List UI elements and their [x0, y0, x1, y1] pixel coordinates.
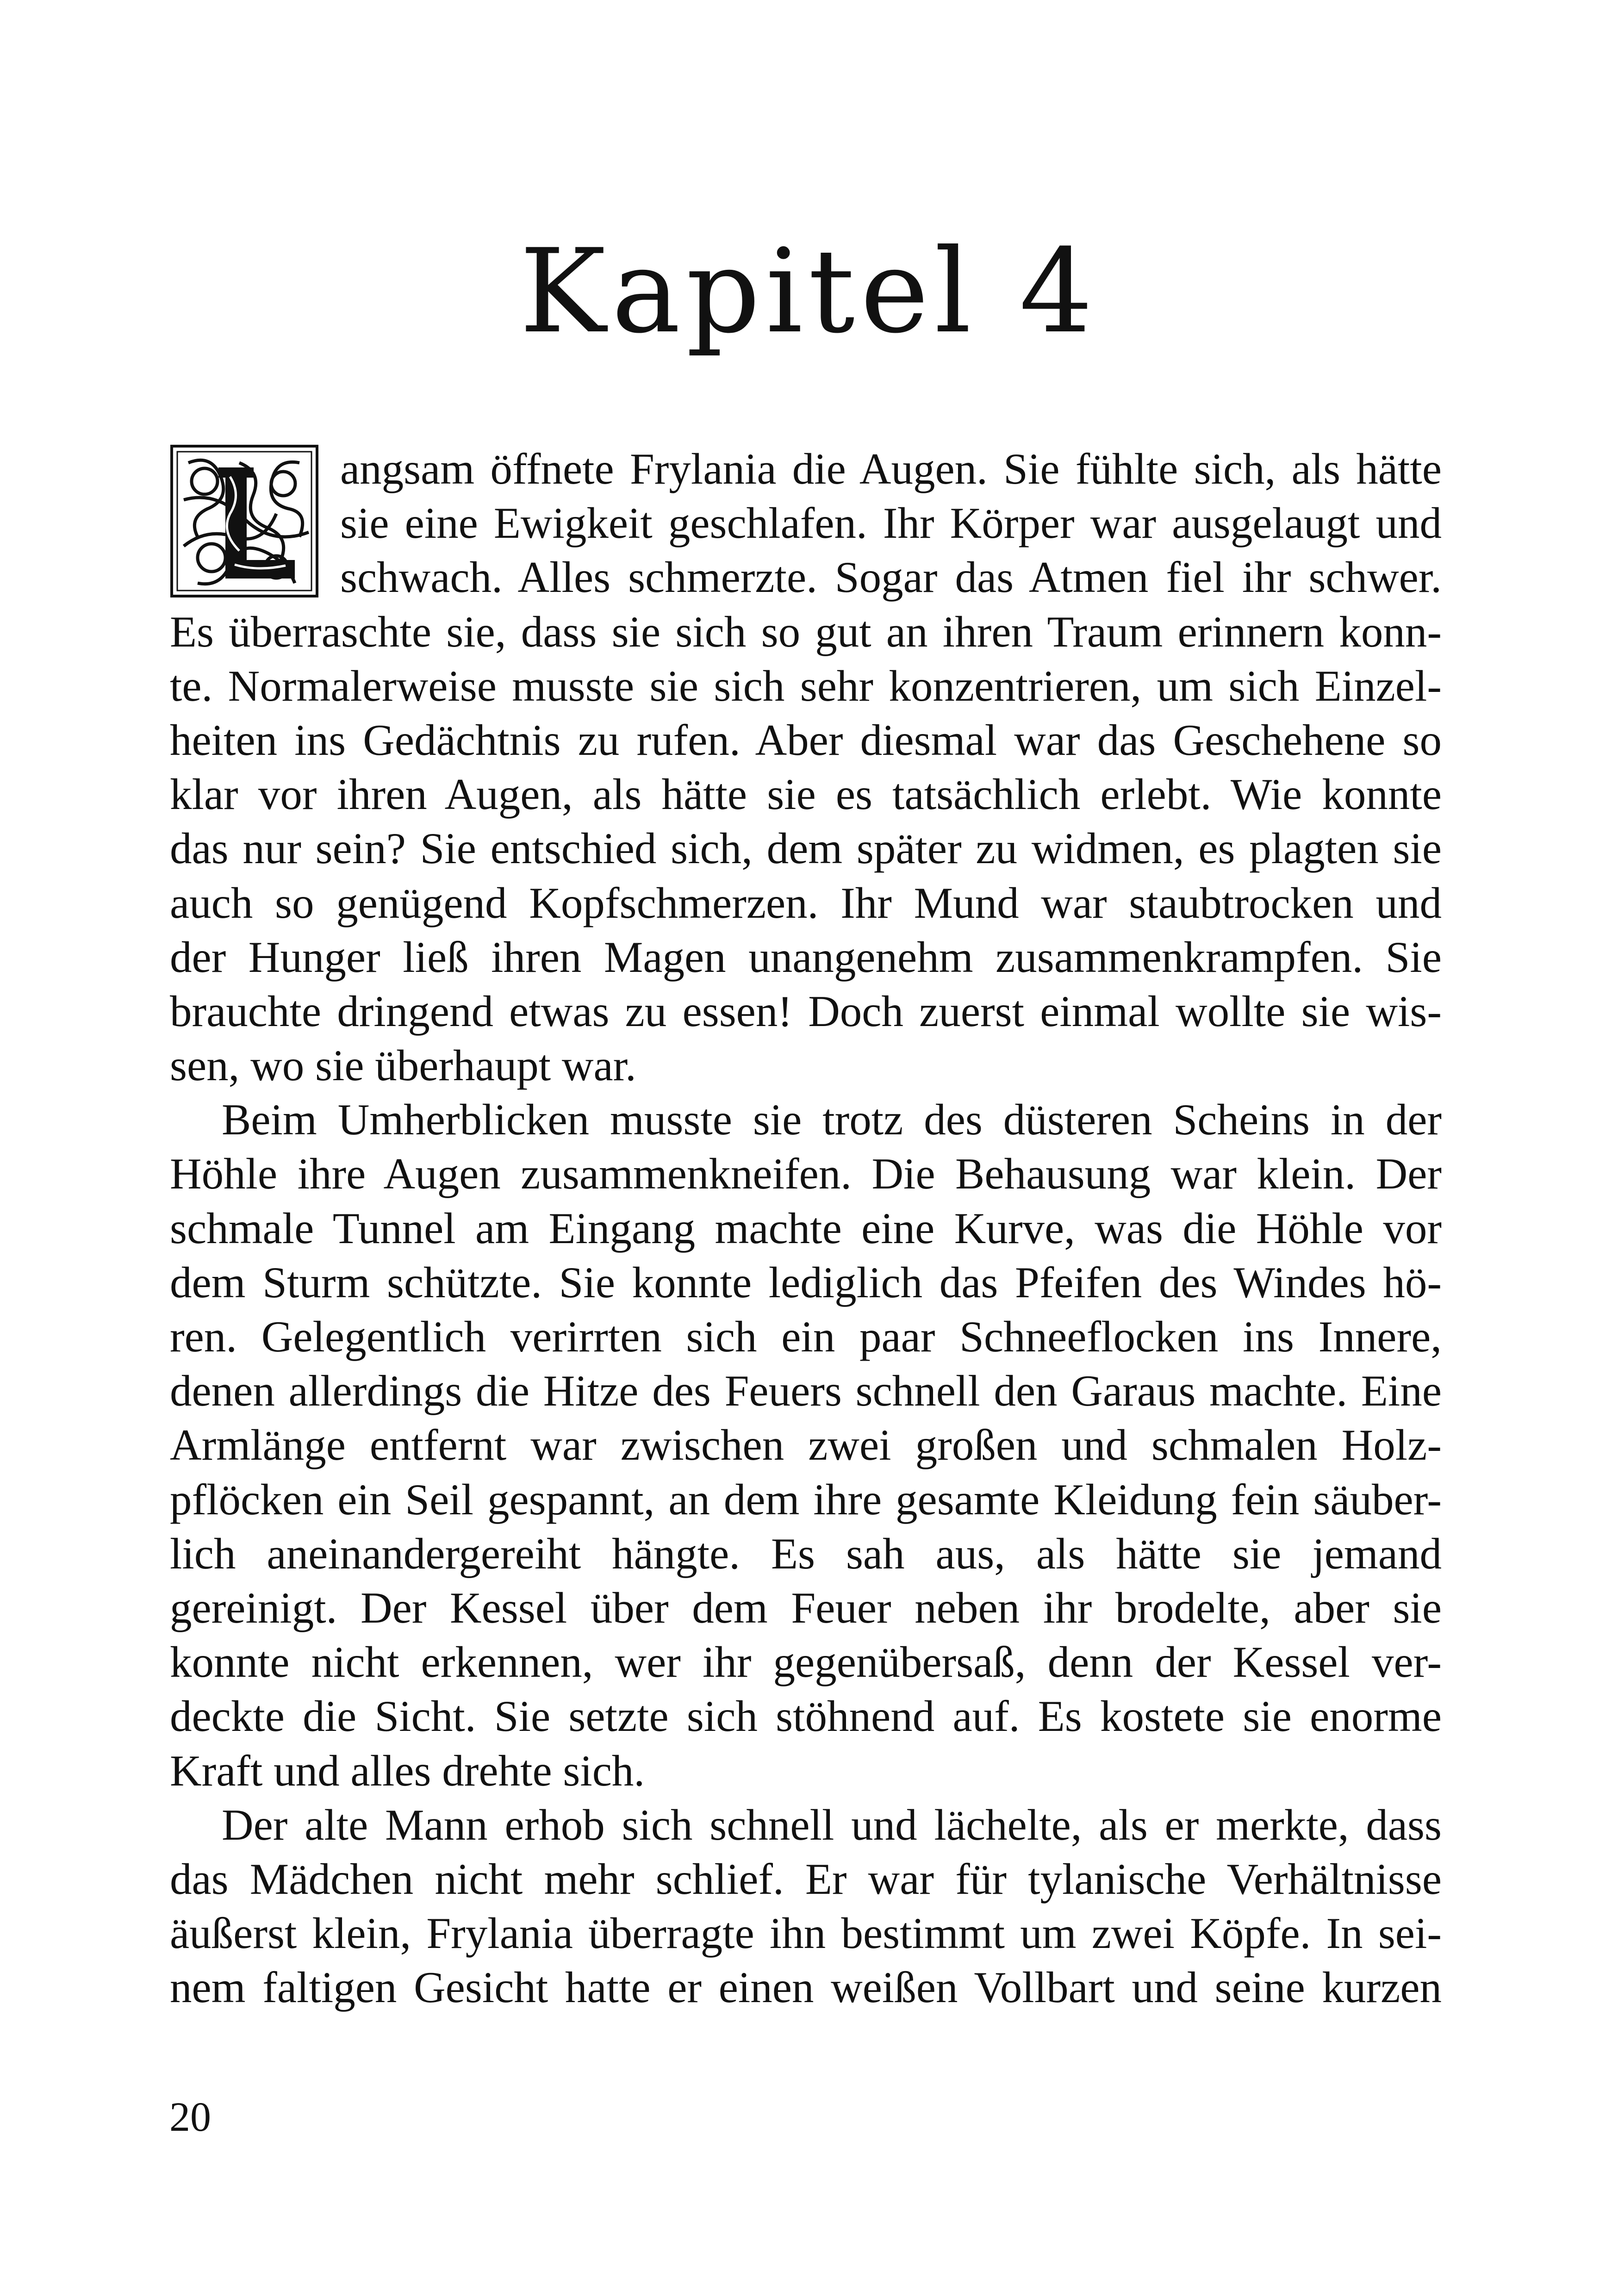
text-line: nem faltigen Gesicht hatte er einen weißen Vollbart und seine kurzen	[170, 1963, 1442, 2012]
text-line: Es überraschte sie, dass sie sich so gut an ihren Traum erinnern konn-	[170, 607, 1442, 656]
text-line: Kraft und alles drehte sich.	[170, 1746, 645, 1795]
text-line: auch so genügend Kopfschmerzen. Ihr Mund war staubtrocken und	[170, 878, 1442, 927]
text-line: heiten ins Gedächtnis zu rufen. Aber diesmal war das Geschehene so	[170, 715, 1442, 765]
page-number: 20	[169, 2094, 211, 2140]
text-line: sie eine Ewigkeit geschlafen. Ihr Körper war ausgelaugt und	[340, 498, 1442, 548]
text-line: deckte die Sicht. Sie setzte sich stöhnend auf. Es kostete sie enorme	[170, 1692, 1442, 1741]
text-line: ren. Gelegentlich verirrten sich ein paar Schneeflocken ins Innere,	[170, 1312, 1442, 1361]
text-line: das nur sein? Sie entschied sich, dem später zu widmen, es plagten sie	[170, 824, 1442, 873]
text-line: äußerst klein, Frylania überragte ihn bestimmt um zwei Köpfe. In sei-	[170, 1909, 1442, 1958]
text-line: te. Normalerweise musste sie sich sehr konzentrieren, um sich Einzel-	[170, 661, 1442, 710]
text-line: klar vor ihren Augen, als hätte sie es tatsächlich erlebt. Wie konnte	[170, 770, 1442, 819]
text-line: schmale Tunnel am Eingang machte eine Kurve, was die Höhle vor	[170, 1203, 1442, 1253]
text-line: der Hunger ließ ihren Magen unangenehm zusammenkrampfen. Sie	[170, 932, 1442, 982]
text-line: schwach. Alles schmerzte. Sogar das Atmen fiel ihr schwer.	[340, 553, 1442, 602]
chapter-title: Kapitel 4	[519, 224, 1099, 359]
paragraph	[170, 1798, 1442, 2015]
text-line: lich aneinandergereiht hängte. Es sah aus, als hätte sie jemand	[170, 1529, 1442, 1578]
text-line: brauchte dringend etwas zu essen! Doch zuerst einmal wollte sie wis-	[170, 986, 1442, 1036]
text-line: dem Sturm schützte. Sie konnte lediglich das Pfeifen des Windes hö-	[170, 1257, 1442, 1307]
chapter-text	[170, 442, 1442, 2015]
paragraph	[170, 1093, 1442, 1798]
text-line: denen allerdings die Hitze des Feuers schnell den Garaus machte. Eine	[170, 1366, 1442, 1416]
text-line: Beim Umherblicken musste sie trotz des düsteren Scheins in der	[222, 1095, 1442, 1145]
text-line: gereinigt. Der Kessel über dem Feuer neben ihr brodelte, aber sie	[170, 1583, 1442, 1632]
text-line: Höhle ihre Augen zusammenkneifen. Die Behausung war klein. Der	[170, 1149, 1442, 1199]
text-line: konnte nicht erkennen, wer ihr gegenübersaß, denn der Kessel ver-	[170, 1637, 1442, 1687]
text-line: das Mädchen nicht mehr schlief. Er war für tylanische Verhältnisse	[170, 1854, 1442, 1904]
text-line: pflöcken ein Seil gespannt, an dem ihre gesamte Kleidung fein säuber-	[170, 1475, 1442, 1524]
text-line: Armlänge entfernt war zwischen zwei großen und schmalen Holz-	[170, 1420, 1442, 1470]
text-line: Der alte Mann erhob sich schnell und lächelte, als er merkte, dass	[222, 1800, 1442, 1849]
text-line: sen, wo sie überhaupt war.	[170, 1041, 636, 1090]
text-line: angsam öffnete Frylania die Augen. Sie fühlte sich, als hätte	[340, 444, 1442, 493]
paragraph	[170, 442, 1442, 1093]
